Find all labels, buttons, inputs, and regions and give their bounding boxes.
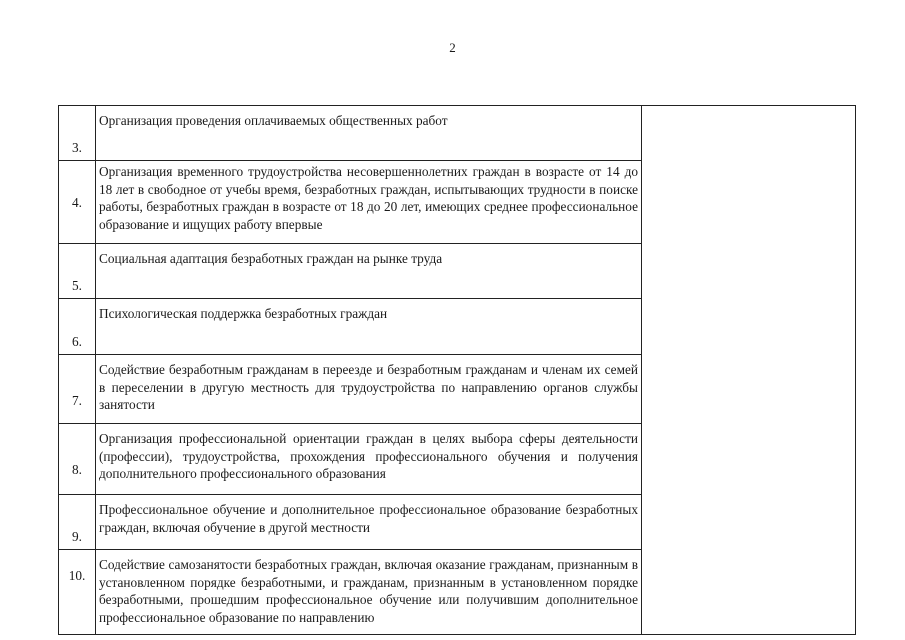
service-description: Психологическая поддержка безработных граждан <box>96 299 642 355</box>
table-row <box>59 106 856 161</box>
row-number: 6. <box>59 299 96 355</box>
row-number: 10. <box>59 550 96 635</box>
row-number: 5. <box>59 244 96 299</box>
service-description: Содействие безработным гражданам в переезде и безработным гражданам и членам их семей в переселении в другую местность для трудоустройства по направлению органов службы занятости <box>96 355 642 424</box>
row-number: 9. <box>59 495 96 550</box>
service-description: Организация временного трудоустройства несовершеннолетних граждан в возрасте от 14 до 18 лет в свободное от учебы время, безработных граждан, испытывающих трудности в поиске работы, безработных граждан в возрасте от 18 до 20 лет, имеющих среднее профессиональное образование и ищущих работу впервые <box>96 161 642 244</box>
page-number: 2 <box>449 40 456 55</box>
row-number: 8. <box>59 424 96 495</box>
row-number: 3. <box>59 106 96 161</box>
service-description: Социальная адаптация безработных граждан на рынке труда <box>96 244 642 299</box>
services-table <box>58 105 856 635</box>
service-description: Организация профессиональной ориентации граждан в целях выбора сферы деятельности (профессии), трудоустройства, прохождения профессионального обучения и получения дополнительного профессионального образования <box>96 424 642 495</box>
service-description: Организация проведения оплачиваемых общественных работ <box>96 106 642 161</box>
row-number: 7. <box>59 355 96 424</box>
row-number: 4. <box>59 161 96 244</box>
empty-column-cell <box>642 106 856 635</box>
service-description: Содействие самозанятости безработных граждан, включая оказание гражданам, признанным в установленном порядке безработными, и гражданам, признанным в установленном порядке безработными, прошедшим профессиональное обучение или получившим дополнительное профессиональное образование по направлению <box>96 550 642 635</box>
service-description: Профессиональное обучение и дополнительное профессиональное образование безработных граждан, включая обучение в другой местности <box>96 495 642 550</box>
